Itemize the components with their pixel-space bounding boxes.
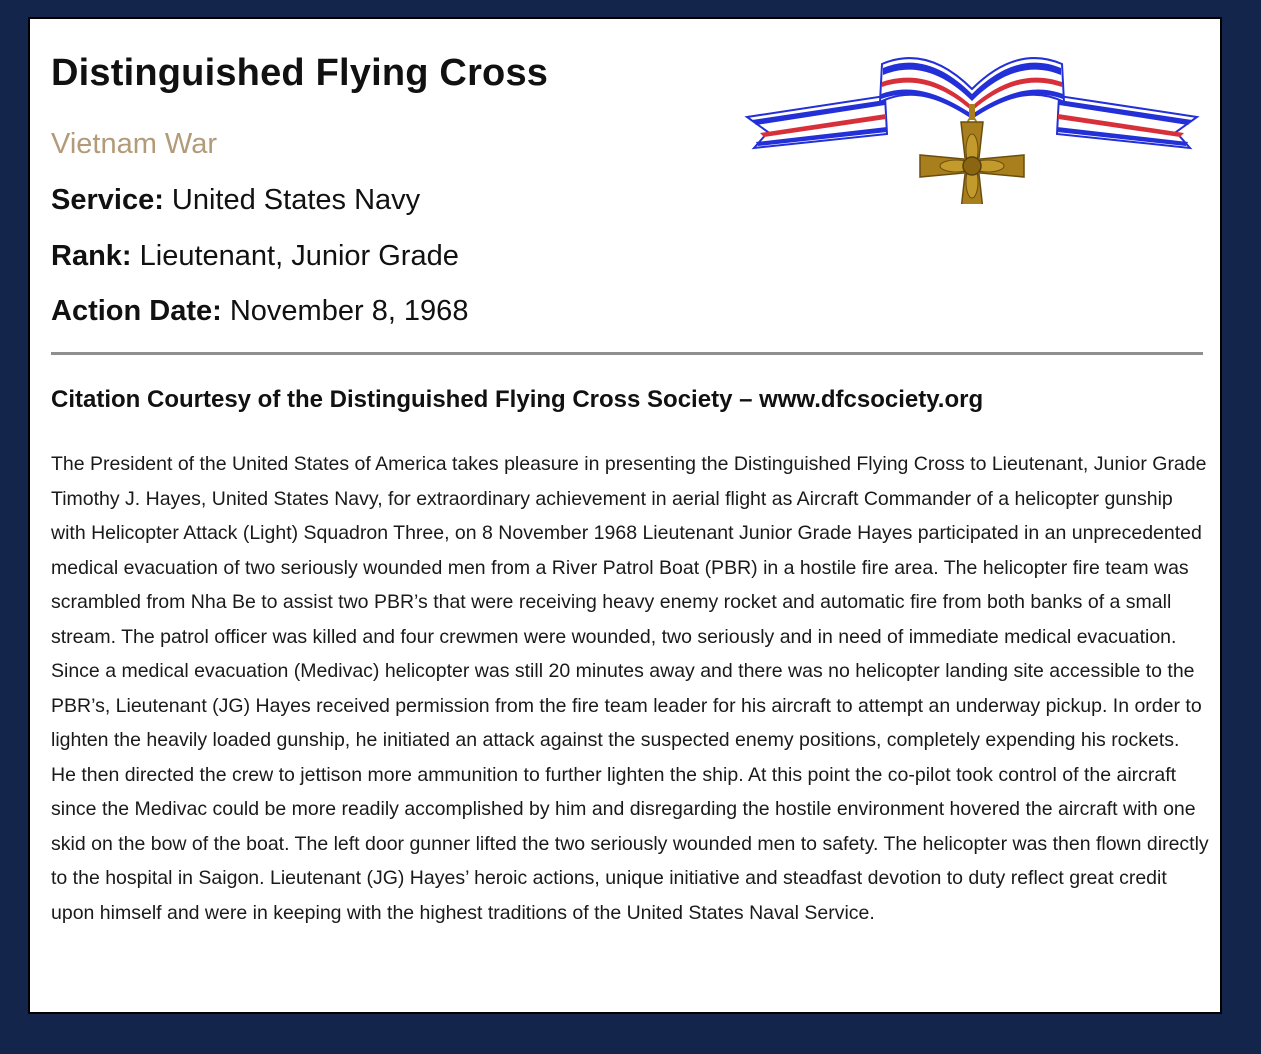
service-label: Service: [51,184,164,216]
service-value: United States Navy [171,184,421,216]
medal-cross-icon [920,122,1024,204]
citation-text: The President of the United States of America takes pleasure in presenting the Distinguished Flying Cross to Lieutenant, Junior Grade Timothy J. Hayes, United States Navy, for extraordinary achievement in aerial flight as Aircraft Commander of a helicopter gunship with Helicopter Attack (Light) Squadron Three, on 8 November 1968 Lieutenant Junior Grade Hayes participated in an unprecedented medical evacuation of two seriously wounded men from a River Patrol Boat (PBR) in a hostile fire area. The helicopter fire team was scrambled from Nha Be to assist two PBR’s that were receiving heavy enemy rocket and automatic fire from both banks of a small stream. The patrol officer was killed and four crewmen were wounded, two seriously and in need of immediate medical evacuation. Since a medical evacuation (Medivac) helicopter was still 20 minutes away and there was no helicopter landing site accessible to the PBR’s, Lieutenant (JG) Hayes received permission from the fire team leader for his aircraft to attempt an underway pickup. In order to lighten the heavily loaded gunship, he initiated an attack against the suspected enemy positions, completely expending his rockets. He then directed the crew to jettison more ammunition to further lighten the ship. At this point the co-pilot took control of the aircraft since the Medivac could be more readily accomplished by him and disregarding the hostile environment hovered the aircraft with one skid on the bow of the boat. The left door gunner lifted the two seriously wounded men to safety. The helicopter was then flown directly to the hospital in Saigon. Lieutenant (JG) Hayes’ heroic actions, unique initiative and steadfast devotion to duty reflect great credit upon himself and were in keeping with the highest traditions of the United States Naval Service. [51,453,1209,924]
action-date-value: November 8, 1968 [229,295,469,327]
service-field [51,183,420,217]
ribbon-right-tail-icon [1057,96,1197,148]
action-date-field [51,294,468,328]
action-date-label: Action Date: [51,295,222,327]
distinguished-flying-cross-medal-icon [742,44,1202,204]
award-card [28,17,1222,1014]
war-name: Vietnam War [51,128,217,160]
rank-field [51,239,459,273]
section-divider [51,352,1203,355]
rank-value: Lieutenant, Junior Grade [139,240,459,272]
rank-label: Rank: [51,240,132,272]
ribbon-left-tail-icon [747,96,887,148]
award-title: Distinguished Flying Cross [51,52,549,94]
citation-heading: Citation Courtesy of the Distinguished Flying Cross Society – www.dfcsociety.org [51,386,984,413]
